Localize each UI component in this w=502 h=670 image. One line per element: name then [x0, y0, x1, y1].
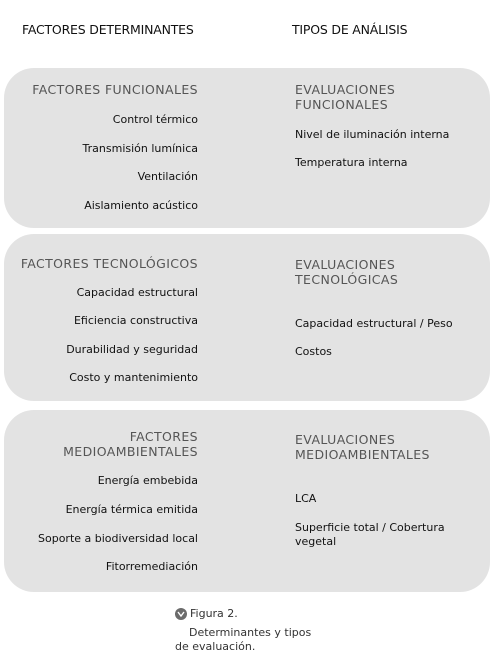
eval-title-medioambiental: EVALUACIONES MEDIOAMBIENTALES [295, 432, 430, 462]
factor-item: Energía embebida [97, 474, 198, 487]
eval-item: Temperatura interna [295, 156, 408, 169]
factor-item: Transmisión lumínica [82, 142, 198, 155]
eval-title-funcional: EVALUACIONES FUNCIONALES [295, 82, 396, 112]
factor-item: Energía térmica emitida [65, 503, 198, 516]
factor-item: Eficiencia constructiva [73, 314, 198, 327]
figure-label: Figura 2. [190, 607, 238, 620]
factor-item: Durabilidad y seguridad [66, 343, 198, 356]
eval-item: Nivel de iluminación interna [295, 128, 450, 141]
factor-item: Soporte a biodiversidad local [38, 532, 198, 545]
eval-item: Costos [295, 345, 332, 358]
eval-item: Superficie total / Cobertura vegetal [295, 521, 445, 548]
chevron-down-icon [175, 608, 187, 620]
factor-item: Capacidad estructural [76, 286, 198, 299]
caption-line: Determinantes y tipos [189, 626, 312, 639]
factor-title-funcional: FACTORES FUNCIONALES [32, 82, 198, 97]
factor-item: Costo y mantenimiento [69, 371, 198, 384]
factor-item: Fitorremediación [105, 560, 198, 573]
panel-medioambiental [4, 410, 490, 592]
factor-item: Aislamiento acústico [84, 199, 198, 212]
eval-item: Capacidad estructural / Peso [295, 317, 453, 330]
caption-line: de evaluación. [175, 640, 256, 653]
panel-tecnologico [4, 234, 490, 401]
header-tipos: TIPOS DE ANÁLISIS [292, 22, 408, 37]
panel-funcional [4, 68, 490, 228]
factor-title-medioambiental: FACTORES MEDIOAMBIENTALES [63, 429, 198, 459]
eval-title-tecnologico: EVALUACIONES TECNOLÓGICAS [295, 257, 399, 287]
factor-item: Control térmico [112, 113, 198, 126]
factor-item: Ventilación [137, 170, 198, 183]
eval-item: LCA [295, 492, 317, 505]
factor-title-tecnologico: FACTORES TECNOLÓGICOS [20, 256, 198, 271]
figure-caption [175, 607, 311, 653]
header-factores: FACTORES DETERMINANTES [22, 22, 194, 37]
